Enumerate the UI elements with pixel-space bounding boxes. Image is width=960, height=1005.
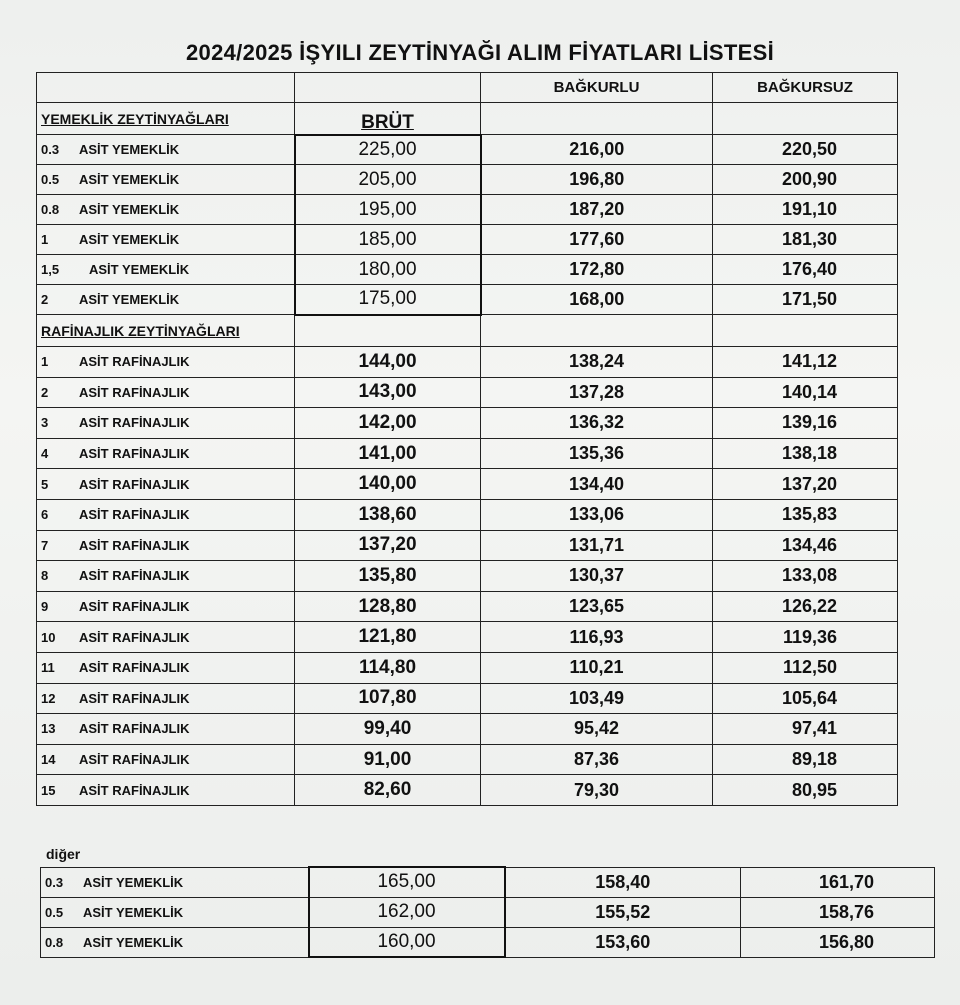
brut-price: 160,00: [309, 927, 505, 957]
row-label: [37, 408, 295, 439]
row-label: [37, 714, 295, 745]
table-row: [37, 377, 898, 408]
table-row: [37, 347, 898, 378]
brut-price: 135,80: [295, 561, 481, 592]
oil-type: ASİT RAFİNAJLIK: [79, 446, 190, 462]
bagkurlu-price: 155,52: [505, 897, 741, 927]
oil-type: ASİT YEMEKLİK: [79, 232, 180, 247]
bagkursuz-price: 181,30: [713, 225, 898, 255]
bagkursuz-price: 119,36: [713, 622, 898, 653]
bagkurlu-price: 136,32: [481, 408, 713, 439]
row-label: [37, 683, 295, 714]
brut-price: 99,40: [295, 714, 481, 745]
bagkurlu-price: 103,49: [481, 683, 713, 714]
brut-price: 128,80: [295, 591, 481, 622]
acid-level: 3: [41, 415, 49, 431]
other-price-table-body: [41, 867, 935, 957]
acid-level: 11: [41, 660, 55, 676]
row-label: [37, 347, 295, 378]
empty-cell: [713, 315, 898, 347]
row-label: [41, 867, 309, 897]
oil-type: ASİT YEMEKLİK: [79, 142, 180, 157]
bagkurlu-price: 196,80: [481, 165, 713, 195]
brut-price: 141,00: [295, 438, 481, 469]
oil-type: ASİT RAFİNAJLIK: [79, 599, 190, 615]
row-label: [41, 927, 309, 957]
bagkursuz-price: 135,83: [713, 499, 898, 530]
row-label: [37, 438, 295, 469]
acid-level: 4: [41, 446, 49, 462]
bagkurlu-price: 123,65: [481, 591, 713, 622]
table-row: [37, 438, 898, 469]
brut-price: 144,00: [295, 347, 481, 378]
empty-cell: [481, 315, 713, 347]
bagkurlu-price: 135,36: [481, 438, 713, 469]
bagkursuz-price: 126,22: [713, 591, 898, 622]
bagkursuz-price: 191,10: [713, 195, 898, 225]
row-label: [37, 775, 295, 806]
oil-type: ASİT RAFİNAJLIK: [79, 629, 190, 645]
brut-price: 185,00: [295, 225, 481, 255]
table-row: [41, 897, 935, 927]
row-label: [37, 591, 295, 622]
acid-level: 2: [41, 384, 49, 400]
acid-level: 0.5: [41, 172, 60, 187]
brut-price: 140,00: [295, 469, 481, 500]
header-empty-cell: [295, 73, 481, 103]
oil-type: ASİT RAFİNAJLIK: [79, 721, 190, 737]
acid-level: 2: [41, 292, 49, 307]
table-row: [37, 285, 898, 315]
bagkursuz-price: 200,90: [713, 165, 898, 195]
header-brut: BRÜT: [295, 103, 481, 135]
header-row: [37, 73, 898, 103]
acid-level: 0.5: [45, 904, 64, 920]
brut-price: 175,00: [295, 285, 481, 315]
oil-type: ASİT YEMEKLİK: [79, 292, 180, 307]
empty-cell: [713, 103, 898, 135]
row-label: [37, 195, 295, 225]
brut-price: 142,00: [295, 408, 481, 439]
bagkurlu-price: 79,30: [481, 775, 713, 806]
row-label: [37, 744, 295, 775]
table-row: [37, 225, 898, 255]
table-row: [37, 195, 898, 225]
acid-level: 1,5: [41, 262, 60, 277]
brut-price: 162,00: [309, 897, 505, 927]
row-label: [37, 499, 295, 530]
bagkursuz-price: 97,41: [713, 714, 898, 745]
row-label: [37, 135, 295, 165]
bagkurlu-price: 133,06: [481, 499, 713, 530]
bagkursuz-price: 133,08: [713, 561, 898, 592]
table-row: [37, 530, 898, 561]
acid-level: 0.8: [41, 202, 60, 217]
oil-type: ASİT YEMEKLİK: [83, 934, 184, 950]
bagkurlu-price: 116,93: [481, 622, 713, 653]
bagkursuz-price: 171,50: [713, 285, 898, 315]
bagkursuz-price: 141,12: [713, 347, 898, 378]
table-row: [37, 714, 898, 745]
oil-type: ASİT RAFİNAJLIK: [79, 476, 190, 492]
oil-type: ASİT RAFİNAJLIK: [79, 782, 190, 798]
acid-level: 8: [41, 568, 49, 584]
brut-price: 195,00: [295, 195, 481, 225]
section-rafinajlik-title: RAFİNAJLIK ZEYTİNYAĞLARI: [37, 315, 295, 347]
acid-level: 9: [41, 599, 49, 615]
brut-price: 107,80: [295, 683, 481, 714]
row-label: [37, 225, 295, 255]
table-row: [37, 683, 898, 714]
bagkursuz-price: 134,46: [713, 530, 898, 561]
oil-type: ASİT RAFİNAJLIK: [79, 690, 190, 706]
bagkursuz-price: 138,18: [713, 438, 898, 469]
acid-level: 0.3: [41, 142, 60, 157]
table-row: [37, 561, 898, 592]
oil-type: ASİT YEMEKLİK: [89, 262, 190, 277]
bagkursuz-price: 158,76: [741, 897, 935, 927]
acid-level: 14: [41, 752, 56, 768]
row-label: [37, 530, 295, 561]
bagkurlu-price: 153,60: [505, 927, 741, 957]
bagkursuz-price: 105,64: [713, 683, 898, 714]
bagkursuz-price: 156,80: [741, 927, 935, 957]
row-label: [37, 285, 295, 315]
oil-type: ASİT RAFİNAJLIK: [79, 507, 190, 523]
brut-price: 138,60: [295, 499, 481, 530]
bagkurlu-price: 137,28: [481, 377, 713, 408]
empty-cell: [481, 103, 713, 135]
bagkursuz-price: 161,70: [741, 867, 935, 897]
bagkurlu-price: 187,20: [481, 195, 713, 225]
row-label: [37, 469, 295, 500]
acid-level: 0.8: [45, 934, 64, 950]
brut-price: 143,00: [295, 377, 481, 408]
table-row: [41, 867, 935, 897]
bagkursuz-price: 140,14: [713, 377, 898, 408]
row-label: [37, 561, 295, 592]
table-row: [37, 591, 898, 622]
table-row: [37, 135, 898, 165]
acid-level: 1: [41, 354, 49, 370]
empty-cell: [295, 315, 481, 347]
acid-level: 13: [41, 721, 56, 737]
table-row: [37, 652, 898, 683]
acid-level: 5: [41, 476, 49, 492]
bagkursuz-price: 112,50: [713, 652, 898, 683]
table-row: [37, 408, 898, 439]
table-row: [37, 469, 898, 500]
bagkursuz-price: 220,50: [713, 135, 898, 165]
bagkurlu-price: 177,60: [481, 225, 713, 255]
row-label: [37, 652, 295, 683]
acid-level: 10: [41, 629, 56, 645]
acid-level: 0.3: [45, 874, 64, 890]
table-row: [41, 927, 935, 957]
brut-price: 91,00: [295, 744, 481, 775]
bagkurlu-price: 130,37: [481, 561, 713, 592]
brut-price: 205,00: [295, 165, 481, 195]
row-label: [37, 255, 295, 285]
acid-level: 15: [41, 782, 56, 798]
row-label: [37, 377, 295, 408]
brut-price: 180,00: [295, 255, 481, 285]
bagkurlu-price: 95,42: [481, 714, 713, 745]
table-row: [37, 622, 898, 653]
brut-price: 82,60: [295, 775, 481, 806]
oil-type: ASİT YEMEKLİK: [79, 172, 180, 187]
bagkurlu-price: 172,80: [481, 255, 713, 285]
oil-type: ASİT RAFİNAJLIK: [79, 354, 190, 370]
bagkurlu-price: 138,24: [481, 347, 713, 378]
brut-price: 165,00: [309, 867, 505, 897]
bagkurlu-price: 158,40: [505, 867, 741, 897]
section-row-rafinajlik: [37, 315, 898, 347]
bagkursuz-price: 89,18: [713, 744, 898, 775]
section-diger-title: diğer: [46, 846, 81, 862]
price-table-body: [37, 73, 898, 806]
brut-price: 225,00: [295, 135, 481, 165]
section-row-yemeklik: [37, 103, 898, 135]
acid-level: 6: [41, 507, 49, 523]
brut-price: 121,80: [295, 622, 481, 653]
page-title: 2024/2025 İŞYILI ZEYTİNYAĞI ALIM FİYATLARI LİSTESİ: [186, 40, 774, 65]
oil-type: ASİT RAFİNAJLIK: [79, 415, 190, 431]
row-label: [37, 622, 295, 653]
header-bagkurlu: BAĞKURLU: [481, 73, 713, 103]
bagkursuz-price: 176,40: [713, 255, 898, 285]
bagkurlu-price: 134,40: [481, 469, 713, 500]
oil-type: ASİT RAFİNAJLIK: [79, 384, 190, 400]
oil-type: ASİT RAFİNAJLIK: [79, 537, 190, 553]
oil-type: ASİT YEMEKLİK: [83, 904, 184, 920]
acid-level: 1: [41, 232, 49, 247]
oil-type: ASİT RAFİNAJLIK: [79, 752, 190, 768]
brut-price: 114,80: [295, 652, 481, 683]
oil-type: ASİT YEMEKLİK: [79, 202, 180, 217]
oil-type: ASİT RAFİNAJLIK: [79, 660, 190, 676]
row-label: [41, 897, 309, 927]
table-row: [37, 744, 898, 775]
price-table: [36, 72, 898, 806]
header-empty-cell: [37, 73, 295, 103]
table-row: [37, 499, 898, 530]
bagkurlu-price: 87,36: [481, 744, 713, 775]
bagkurlu-price: 110,21: [481, 652, 713, 683]
acid-level: 12: [41, 690, 56, 706]
row-label: [37, 165, 295, 195]
bagkurlu-price: 216,00: [481, 135, 713, 165]
bagkursuz-price: 80,95: [713, 775, 898, 806]
acid-level: 7: [41, 537, 49, 553]
table-row: [37, 775, 898, 806]
table-row: [37, 165, 898, 195]
other-price-table: [40, 866, 935, 958]
brut-price: 137,20: [295, 530, 481, 561]
section-yemeklik-title: YEMEKLİK ZEYTİNYAĞLARI: [37, 103, 295, 135]
oil-type: ASİT RAFİNAJLIK: [79, 568, 190, 584]
bagkursuz-price: 139,16: [713, 408, 898, 439]
table-row: [37, 255, 898, 285]
bagkurlu-price: 131,71: [481, 530, 713, 561]
header-bagkursuz: BAĞKURSUZ: [713, 73, 898, 103]
oil-type: ASİT YEMEKLİK: [83, 874, 184, 890]
bagkurlu-price: 168,00: [481, 285, 713, 315]
bagkursuz-price: 137,20: [713, 469, 898, 500]
